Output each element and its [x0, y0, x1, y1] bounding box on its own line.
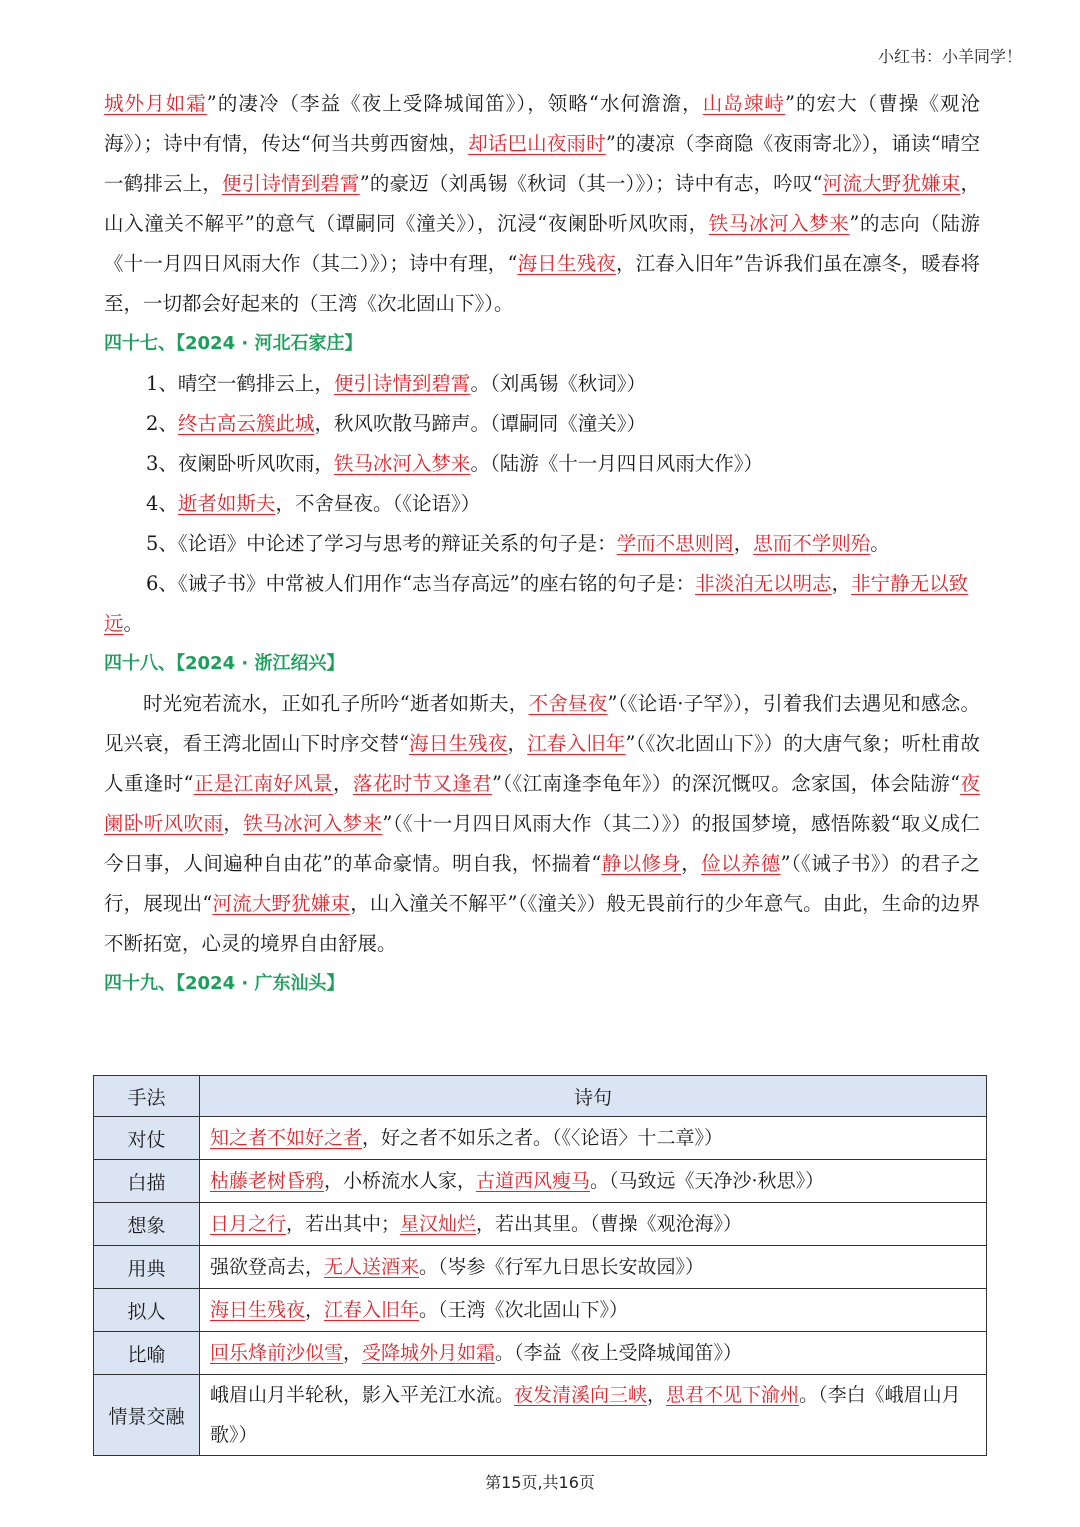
plain-text: 强欲登高去，: [210, 1256, 325, 1278]
plain-text: ，: [305, 1299, 325, 1321]
technique-label: 想象: [94, 1203, 200, 1246]
answer-text: 铁马冰河入梦来: [708, 212, 850, 235]
plain-text: ”（《江南逢李龟年》）的深沉慨叹。念家国，体会陆游“: [492, 772, 961, 795]
answer-text: 日月之行: [210, 1213, 287, 1235]
answer-text: 思君不见下渝州: [666, 1384, 800, 1406]
plain-text: 时光宛若流水，正如孔子所吟“逝者如斯夫，: [143, 692, 529, 715]
answer-text: 星汉灿烂: [400, 1213, 477, 1235]
sec47-item-5: [104, 524, 980, 564]
plain-text: ，: [343, 1342, 363, 1364]
answer-text: 夜阑卧听风吹雨: [104, 772, 980, 835]
answer-text: 古道西风瘦马: [476, 1170, 591, 1192]
sec47-item-4: [104, 484, 980, 524]
plain-text: ”的凄冷（李益《夜上受降城闻笛》），领略“水何澹澹，: [206, 92, 703, 115]
answer-text: 便引诗情到碧霄: [222, 172, 360, 195]
plain-text: 6、《诫子书》中常被人们用作“志当存高远”的座右铭的句子是：: [146, 572, 696, 595]
verse-cell: [200, 1160, 987, 1203]
sec47-item-6: [104, 564, 980, 644]
answer-text: 江春入旧年: [324, 1299, 420, 1321]
plain-text: 。: [870, 532, 890, 555]
answer-text: 落花时节又逢君: [352, 772, 493, 795]
plain-text: ”（《十一月四日风雨大作（其二）》）的报国梦境，感悟陈毅“取义成仁今日事，人间遍种自由花”的革命豪情。明自我，怀揣着“: [104, 812, 980, 875]
section-48-title: 四十八、【2024 · 浙江绍兴】: [104, 653, 345, 674]
plain-text: ”的宏大（曹操《观沧海》）；诗中有情，传达“何当共剪西窗烛，: [104, 92, 980, 155]
answer-text: 海日生残夜: [409, 732, 508, 755]
answer-text: 却话巴山夜雨时: [468, 132, 606, 155]
verse-cell: [200, 1289, 987, 1332]
plain-text: 。（陆游《十一月四日风雨大作》）: [470, 452, 763, 475]
plain-text: 。（李益《夜上受降城闻笛》）: [495, 1342, 743, 1364]
plain-text: ”（《诫子书》）的君子之行，展现出“: [104, 852, 980, 915]
verse-cell: [200, 1117, 987, 1160]
section-47-title: 四十七、【2024 · 河北石家庄】: [104, 333, 363, 354]
answer-text: 枯藤老树昏鸦: [210, 1170, 325, 1192]
plain-text: 3、夜阑卧听风吹雨，: [146, 452, 334, 475]
plain-text: 。（李白《峨眉山月歌》）: [210, 1384, 961, 1446]
technique-label: 用典: [94, 1246, 200, 1289]
sec47-item-2: [104, 404, 980, 444]
answer-text: 逝者如斯夫: [177, 492, 276, 515]
table-row: [94, 1117, 987, 1160]
answer-text: 便引诗情到碧霄: [333, 372, 471, 395]
plain-text: ，: [681, 852, 702, 875]
section-49-title: 四十九、【2024 · 广东汕头】: [104, 973, 345, 994]
plain-text: ”的志向（陆游《十一月四日风雨大作（其二）》）；诗中有理，“: [104, 212, 980, 275]
answer-text: 铁马冰河入梦来: [333, 452, 471, 475]
plain-text: 2、: [146, 412, 178, 435]
plain-text: ，小桥流水人家，: [324, 1170, 477, 1192]
plain-text: ，江春入旧年”告诉我们虽在凛冬，暖春将至，一切都会好起来的（王湾《次北固山下》）。: [104, 252, 980, 315]
answer-text: 静以修身: [601, 852, 682, 875]
plain-text: 5、《论语》中论述了学习与思考的辩证关系的句子是：: [146, 532, 617, 555]
sec48-paragraph: [104, 684, 980, 964]
page-number: 第15页,共16页: [485, 1473, 595, 1492]
answer-text: 俭以养德: [701, 852, 781, 875]
answer-text: 城外月如霜: [104, 92, 207, 115]
plain-text: ，好之者不如乐之者。（《〈论语〉十二章》）: [362, 1127, 724, 1149]
answer-text: 非宁静无以致远: [104, 572, 969, 635]
table-row: [94, 1289, 987, 1332]
answer-text: 受降城外月如霜: [362, 1342, 496, 1364]
sec47-item-3: [104, 444, 980, 484]
answer-text: 无人送酒来: [324, 1256, 420, 1278]
plain-text: 。: [123, 612, 144, 635]
page-content: [104, 84, 980, 1004]
answer-text: 河流大野犹嫌束: [212, 892, 351, 915]
plain-text: 1、晴空一鹤排云上，: [146, 372, 334, 395]
plain-text: ，秋风吹散马蹄声。（谭嗣同《潼关》）: [314, 412, 646, 435]
answer-text: 夜发清溪向三峡: [514, 1384, 648, 1406]
technique-label: 拟人: [94, 1289, 200, 1332]
plain-text: 。（刘禹锡《秋词》）: [470, 372, 646, 395]
verse-cell: [200, 1375, 987, 1456]
answer-text: 知之者不如好之者: [210, 1127, 363, 1149]
technique-label: 白描: [94, 1160, 200, 1203]
plain-text: ”的豪迈（刘禹锡《秋词（其一）》）；诗中有志，吟叹“: [359, 172, 823, 195]
plain-text: ”（《论语·子罕》），引着我们去遇见和感念。见兴衰，看王湾北固山下时序交替“: [104, 692, 980, 755]
answer-text: 海日生残夜: [210, 1299, 306, 1321]
plain-text: ，: [831, 572, 852, 595]
verse-cell: [200, 1246, 987, 1289]
plain-text: 。（岑参《行军九日思长安故园》）: [419, 1256, 705, 1278]
answer-text: 铁马冰河入梦来: [243, 812, 383, 835]
plain-text: ，不舍昼夜。（《论语》）: [275, 492, 481, 515]
answer-text: 终古高云簇此城: [177, 412, 315, 435]
plain-text: ”（《次北固山下》）的大唐气象；听杜甫故人重逢时“: [104, 732, 980, 795]
answer-text: 非淡泊无以明志: [695, 572, 832, 595]
plain-text: ，山入潼关不解平”的意气（谭嗣同《潼关》），沉浸“夜阑卧听风吹雨，: [104, 172, 980, 235]
header-note: 小红书：小羊同学！: [877, 47, 1022, 66]
verse-cell: [200, 1332, 987, 1375]
table-header-verse: 诗句: [200, 1076, 987, 1117]
answer-text: 回乐烽前沙似雪: [210, 1342, 344, 1364]
answer-text: 河流大野犹嫌束: [822, 172, 961, 195]
techniques-table: [93, 1075, 987, 1456]
table-row: [94, 1375, 987, 1456]
answer-text: 海日生残夜: [517, 252, 616, 275]
plain-text: ，若出其中；: [286, 1213, 401, 1235]
plain-text: 峨眉山月半轮秋，影入平羌江水流。: [210, 1384, 515, 1406]
plain-text: ，: [223, 812, 244, 835]
plain-text: ，: [507, 732, 528, 755]
answer-text: 江春入旧年: [527, 732, 626, 755]
verse-cell: [200, 1203, 987, 1246]
answer-text: 正是江南好风景: [193, 772, 333, 795]
table-row: [94, 1332, 987, 1375]
sec47-item-1: [104, 364, 980, 404]
table-header-technique: 手法: [94, 1076, 200, 1117]
plain-text: 4、: [146, 492, 178, 515]
plain-text: ，: [733, 532, 754, 555]
answer-text: 学而不思则罔: [616, 532, 734, 555]
plain-text: 。（王湾《次北固山下》）: [419, 1299, 629, 1321]
plain-text: ，: [647, 1384, 667, 1406]
technique-label: 比喻: [94, 1332, 200, 1375]
answer-text: 不舍昼夜: [528, 692, 608, 715]
technique-label: 对仗: [94, 1117, 200, 1160]
table-row: [94, 1246, 987, 1289]
plain-text: ，若出其里。（曹操《观沧海》）: [476, 1213, 743, 1235]
answer-text: 思而不学则殆: [753, 532, 871, 555]
intro-paragraph: [104, 84, 980, 324]
answer-text: 山岛竦峙: [702, 92, 785, 115]
table-row: [94, 1203, 987, 1246]
plain-text: ”的凄凉（李商隐《夜雨寄北》），诵读“晴空一鹤排云上，: [104, 132, 980, 195]
plain-text: ，山入潼关不解平”（《潼关》）般无畏前行的少年意气。由此，生命的边界不断拓宽，心灵的境界自由舒展。: [104, 892, 980, 955]
plain-text: ，: [333, 772, 353, 795]
table-row: [94, 1160, 987, 1203]
plain-text: 。（马致远《天净沙·秋思》）: [590, 1170, 825, 1192]
technique-label: 情景交融: [94, 1375, 200, 1456]
